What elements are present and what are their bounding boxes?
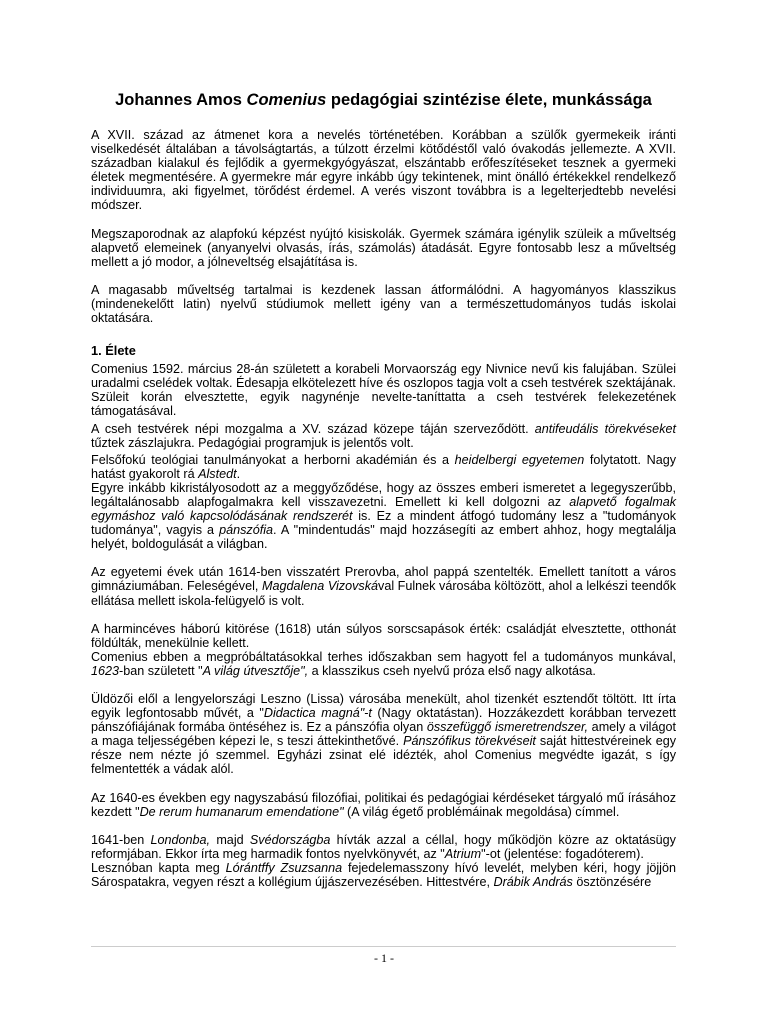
document-page xyxy=(91,90,676,889)
page-number: - 1 - xyxy=(374,951,394,965)
paragraph: Az egyetemi évek után 1614-ben visszatért Prerovba, ahol pappá szentelték. Emellett tanított a város gimnáziumában. Feleségével, Magdalena Vizovskával Fulnek városába költözött, ahol a lelkészi teendők ellátása mellett iskola-felügyelő is volt. xyxy=(91,565,677,608)
paragraph: Comenius 1592. március 28-án született a korabeli Morvaország egy Nivnice nevű kis falujában. Szülei uradalmi cselédek voltak. Édesapja elkötelezett híve és oszlopos tagja volt a cseh testvérek szektájának. Szüleit korán elvesztette, egyik nagynénje nevelte-taníttatta a cseh testvérek felekezetének támogatásával. xyxy=(91,362,676,419)
paragraph: Egyre inkább kikristályosodott az a meggyőződése, hogy az összes emberi ismeretet a legegyszerűbb, legáltalánosabb alapfogalmakra kell visszavezetni. Emellett ki kell dolgozni az alapvető fogalmak egymáshoz való kapcsolódásának rendszerét is. Ez a mindent átfogó tudomány lesz a "tudományok tudománya", vagyis a pánszófia. A "mindentudás" majd hozzásegíti az embert ahhoz, hogy megtalálja helyét, boldogulását a világban. xyxy=(91,480,677,552)
paragraph: Üldözői elől a lengyelországi Leszno (Lissa) városába menekült, ahol tizenkét esztendőt töltött. Itt írta egyik legfontosabb művét, a "Didactica magná"-t (Nagy oktatástan). Hozzákezdett korábban tervezett pánszófiájának formába öntéséhez is. Ez a pánszófia olyan összefüggő ismeretrendszer, amely a világot a maga teljességében képezi le, s teszi áttekinthetővé. Pánszófikus törekvéseit saját hittestvéreinek egy része nem nézte jó szemmel. Egyházi zsinat elé idézték, ahol Comenius megvédte igazát, s így felmentették a vádak alól. xyxy=(91,692,677,777)
intro-section xyxy=(91,128,676,325)
section-heading: 1. Élete xyxy=(91,343,136,359)
paragraph: Comenius ebben a megpróbáltatásokkal terhes időszakban sem hagyott fel a tudományos munkával, 1623-ban született "A világ útvesztője", a klasszikus cseh nyelvű próza első nagy alkotása. xyxy=(91,649,676,678)
paragraph: A harmincéves háború kitörése (1618) után súlyos sorscsapások érték: családját elvesztette, otthonát földúlták, menekülnie kellett. xyxy=(91,621,676,650)
paragraph: Felsőfokú teológiai tanulmányokat a herborni akadémián és a heidelbergi egyetemen folytatott. Nagy hatást gyakorolt rá Alstedt. xyxy=(91,452,676,481)
paragraph: A cseh testvérek népi mozgalma a XV. század közepe táján szerveződött. antifeudális törekvéseket tűztek zászlajukra. Pedagógiai programjuk is jelentős volt. xyxy=(91,421,676,450)
paragraph: 1641-ben Londonba, majd Svédországba hívták azzal a céllal, hogy működjön közre az oktatásügy reformjában. Ekkor írta meg harmadik fontos nyelvkönyvét, az "Atrium"-ot (jelentése: fogadóterem). xyxy=(91,832,676,861)
biography-section xyxy=(91,362,676,889)
paragraph: A magasabb műveltség tartalmai is kezdenek lassan átformálódni. A hagyományos klasszikus (mindenekelőtt latin) nyelvű stúdiumok mellett igény van a természettudományos tudás iskolai oktatására. xyxy=(91,282,676,326)
paragraph: Lesznóban kapta meg Lórántffy Zsuzsanna fejedelemasszony hívó levelét, melyben kéri, hogy jöjjön Sárospatakra, vegyen részt a kollégium újjászervezésében. Hittestvére, Drábik András ösztönzésére xyxy=(91,860,676,890)
paragraph: Megszaporodnak az alapfokú képzést nyújtó kisiskolák. Gyermek számára igénylik szüleik a műveltség alapvető elemeinek (anyanyelvi olvasás, írás, számolás) átadását. Egyre fontosabb lesz a műveltség mellett a jó modor, a jólneveltség elsajátítása is. xyxy=(91,226,676,269)
paragraph: A XVII. század az átmenet kora a nevelés történetében. Korábban a szülők gyermekeik iránti viselkedését általában a távolságtartás, a túlzott érzelmi kötődéstől való óvakodás jellemezte. A XVII. században kialakul és fejlődik a gyermekgyógyászat, elszántabb erőfeszítéseket tesznek a gyermeki életek megmentésére. A gyermekre már egyre inkább úgy tekintenek, mint önálló értékekkel rendelkező individuumra, aki figyelmet, törődést érdemel. A verés viszont továbbra is a legelterjedtebb nevelési módszer. xyxy=(91,128,676,213)
page-title: Johannes Amos Comenius pedagógiai szintézise élete, munkássága xyxy=(115,91,652,109)
footer-divider xyxy=(91,946,676,947)
paragraph: Az 1640-es években egy nagyszabású filozófiai, politikai és pedagógiai kérdéseket tárgyaló mű írásához kezdett "De rerum humanarum emendatione" (A világ égető problémáinak megoldása) címmel. xyxy=(91,790,676,819)
